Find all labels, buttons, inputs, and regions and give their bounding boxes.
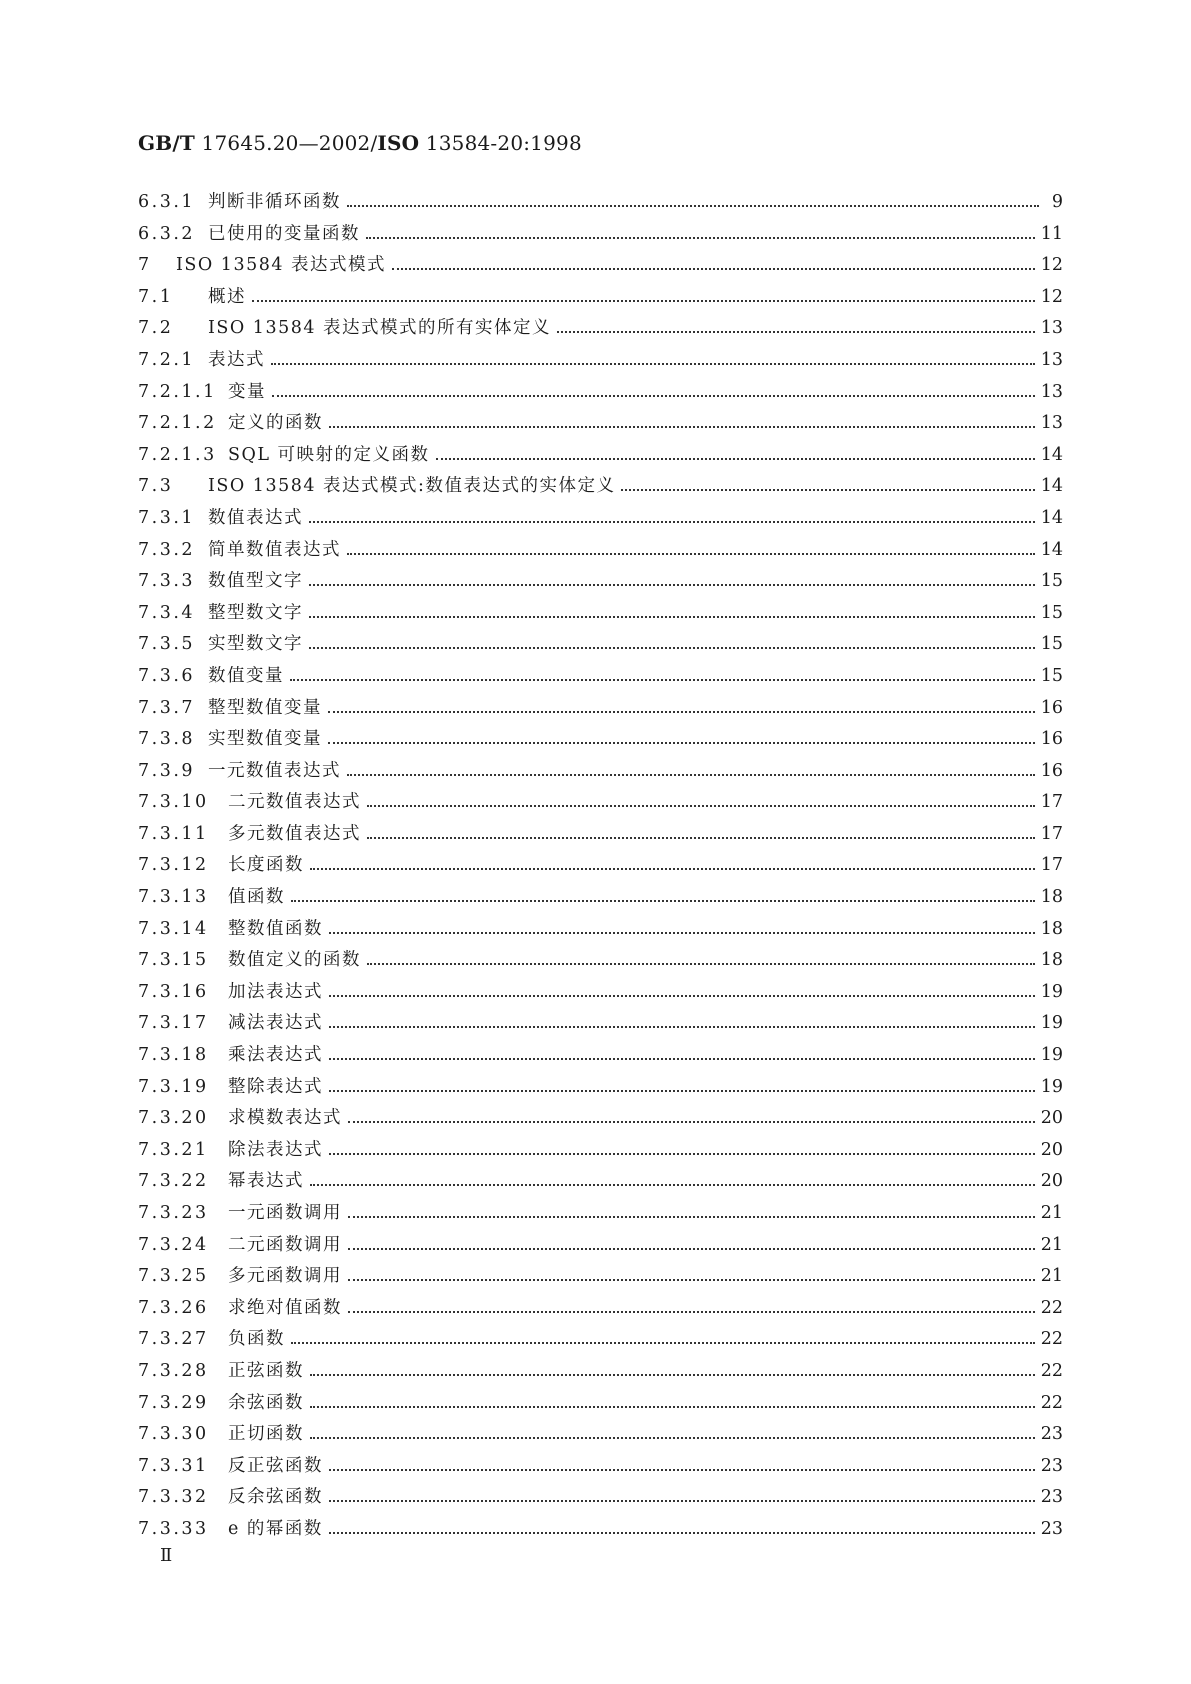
toc-entry-number: 6.3.2 (138, 223, 196, 244)
toc-entry-page: 23 (1040, 1455, 1063, 1476)
toc-entry-page: 16 (1040, 697, 1063, 718)
dot-leader (291, 900, 1035, 902)
dot-leader (329, 1058, 1035, 1060)
dot-leader (252, 300, 1035, 302)
dot-leader (309, 616, 1035, 618)
toc-entry[interactable] (138, 1388, 1063, 1420)
dot-leader (310, 1406, 1035, 1408)
toc-entry-page: 23 (1040, 1487, 1063, 1508)
toc-entry-title: ISO 13584 表达式模式 (176, 255, 387, 276)
dot-leader (329, 1500, 1035, 1502)
dot-leader (310, 1184, 1035, 1186)
toc-entry-title: 整型数文字 (208, 602, 303, 623)
toc-entry[interactable] (138, 1451, 1063, 1483)
toc-entry-page: 18 (1040, 950, 1063, 971)
toc-entry[interactable] (138, 440, 1063, 472)
toc-entry-number: 7.3.30 (138, 1424, 209, 1445)
toc-entry-page: 19 (1040, 981, 1063, 1002)
toc-entry-title: 加法表达式 (228, 981, 323, 1002)
toc-entry-number: 7.3.11 (138, 823, 209, 844)
toc-entry-page: 14 (1040, 476, 1063, 497)
toc-entry-title: 表达式 (208, 349, 265, 370)
toc-entry[interactable] (138, 787, 1063, 819)
toc-entry-title: 数值型文字 (208, 571, 303, 592)
dot-leader (329, 1090, 1035, 1092)
toc-entry[interactable] (138, 1040, 1063, 1072)
dot-leader (291, 1342, 1035, 1344)
toc-entry[interactable] (138, 629, 1063, 661)
dot-leader (347, 774, 1035, 776)
toc-entry-title: 一元函数调用 (228, 1203, 342, 1223)
toc-entry-title: 一元数值表达式 (208, 760, 341, 781)
toc-entry-title: SQL 可映射的定义函数 (228, 444, 430, 465)
toc-entry[interactable] (138, 1008, 1063, 1040)
toc-entry[interactable] (138, 535, 1063, 567)
toc-entry-page: 22 (1040, 1360, 1063, 1381)
toc-entry[interactable] (138, 313, 1063, 345)
page-marker: Ⅱ (160, 1545, 173, 1566)
toc-entry-number: 7.1 (138, 286, 174, 307)
toc-entry-number: 7.3.32 (138, 1487, 209, 1508)
toc-entry[interactable] (138, 819, 1063, 851)
toc-entry-number: 7.3.21 (138, 1139, 209, 1160)
toc-entry-page: 14 (1040, 539, 1063, 560)
toc-entry-page: 17 (1040, 792, 1063, 813)
toc-entry[interactable] (138, 1135, 1063, 1167)
toc-entry[interactable] (138, 882, 1063, 914)
toc-entry-title: 实型数值变量 (208, 729, 322, 750)
toc-entry-title: 求绝对值函数 (228, 1297, 342, 1318)
toc-entry-number: 7.3.1 (138, 507, 196, 528)
toc-entry-page: 23 (1040, 1518, 1063, 1539)
toc-entry-title: ISO 13584 表达式模式的所有实体定义 (208, 318, 552, 339)
toc-entry-title: 多元数值表达式 (228, 823, 361, 844)
dot-leader (367, 805, 1035, 807)
toc-entry-number: 7.3.5 (138, 634, 196, 655)
toc-entry-number: 7.3.6 (138, 665, 196, 686)
toc-entry-number: 6.3.1 (138, 192, 196, 212)
dot-leader (621, 489, 1034, 491)
toc-entry-number: 7.3.27 (138, 1329, 209, 1350)
iso-prefix: ISO (377, 131, 420, 155)
toc-entry-number: 7.3.7 (138, 697, 196, 718)
toc-entry-number: 7.3.9 (138, 760, 196, 781)
toc-entry-page: 15 (1040, 602, 1063, 623)
toc-entry-number: 7.3.24 (138, 1234, 209, 1255)
toc-entry[interactable] (138, 661, 1063, 693)
document-header (138, 131, 582, 155)
dot-leader (348, 1121, 1035, 1123)
toc-entry[interactable] (138, 408, 1063, 440)
toc-entry-page: 13 (1040, 381, 1063, 402)
toc-entry[interactable] (138, 914, 1063, 946)
dot-leader (290, 679, 1035, 681)
toc-entry-page: 22 (1040, 1297, 1063, 1318)
toc-entry[interactable] (138, 345, 1063, 377)
toc-entry-title: 数值变量 (208, 665, 284, 686)
toc-entry-page: 15 (1040, 571, 1063, 592)
toc-entry[interactable] (138, 219, 1063, 251)
toc-entry[interactable] (138, 250, 1063, 282)
toc-entry-page: 21 (1040, 1203, 1063, 1223)
dot-leader (329, 1153, 1035, 1155)
toc-entry[interactable] (138, 1230, 1063, 1262)
toc-entry-number: 7.3.33 (138, 1518, 209, 1539)
toc-entry[interactable] (138, 693, 1063, 725)
toc-entry[interactable] (138, 471, 1063, 503)
toc-entry[interactable] (138, 1482, 1063, 1514)
toc-entry-page: 12 (1040, 255, 1063, 276)
toc-entry-title: 变量 (228, 381, 266, 402)
toc-entry-page: 14 (1040, 507, 1063, 528)
toc-entry-title: 正切函数 (228, 1424, 304, 1445)
toc-entry[interactable] (138, 1261, 1063, 1293)
toc-entry-title: 已使用的变量函数 (208, 223, 360, 244)
dot-leader (348, 1279, 1035, 1281)
toc-entry-number: 7.3.12 (138, 855, 209, 876)
toc-entry-page: 11 (1040, 223, 1063, 244)
standard-number: 17645.20—2002/ (194, 131, 378, 155)
toc-entry-page: 9 (1051, 192, 1063, 212)
toc-entry[interactable] (138, 1166, 1063, 1198)
dot-leader (329, 1026, 1035, 1028)
toc-entry-title: 判断非循环函数 (208, 192, 341, 212)
toc-entry-number: 7.3.15 (138, 950, 209, 971)
toc-entry[interactable] (138, 945, 1063, 977)
toc-entry-title: 反余弦函数 (228, 1487, 323, 1508)
toc-entry-page: 22 (1040, 1329, 1063, 1350)
dot-leader (329, 1532, 1035, 1534)
toc-entry-number: 7.3.8 (138, 729, 196, 750)
toc-entry-number: 7.2.1.1 (138, 381, 217, 402)
dot-leader (328, 742, 1035, 744)
toc-entry-page: 20 (1040, 1139, 1063, 1160)
dot-leader (309, 647, 1035, 649)
toc-entry[interactable] (138, 503, 1063, 535)
dot-leader (436, 458, 1035, 460)
toc-entry-number: 7.2 (138, 318, 174, 339)
toc-entry-title: 乘法表达式 (228, 1045, 323, 1066)
dot-leader (271, 363, 1035, 365)
toc-entry-page: 19 (1040, 1076, 1063, 1097)
toc-entry[interactable] (138, 1419, 1063, 1451)
toc-entry-page: 16 (1040, 760, 1063, 781)
toc-entry-page: 20 (1040, 1108, 1063, 1129)
toc-entry-title: 除法表达式 (228, 1139, 323, 1160)
toc-entry-number: 7.2.1.2 (138, 413, 217, 434)
toc-entry-number: 7.3.22 (138, 1171, 209, 1192)
toc-entry-page: 17 (1040, 823, 1063, 844)
toc-entry-title: 整除表达式 (228, 1076, 323, 1097)
toc-entry-page: 14 (1040, 444, 1063, 465)
toc-entry-page: 18 (1040, 887, 1063, 908)
toc-entry-number: 7.3.31 (138, 1455, 209, 1476)
toc-entry-number: 7.3.28 (138, 1360, 209, 1381)
dot-leader (348, 1311, 1035, 1313)
toc-entry-number: 7.3.18 (138, 1045, 209, 1066)
toc-entry[interactable] (138, 1514, 1063, 1546)
toc-entry-number: 7.3.23 (138, 1203, 209, 1223)
dot-leader (310, 868, 1035, 870)
toc-entry-page: 20 (1040, 1171, 1063, 1192)
toc-entry-title: 负函数 (228, 1329, 285, 1350)
toc-entry-number: 7.3.2 (138, 539, 196, 560)
toc-entry-number: 7.3.17 (138, 1013, 209, 1034)
toc-entry-page: 13 (1040, 318, 1063, 339)
toc-entry-number: 7.3.29 (138, 1392, 209, 1413)
dot-leader (348, 1248, 1035, 1250)
toc-entry-title: e 的幂函数 (228, 1518, 323, 1539)
toc-entry-number: 7.3.19 (138, 1076, 209, 1097)
toc-entry-page: 18 (1040, 918, 1063, 939)
toc-entry[interactable] (138, 1356, 1063, 1388)
toc-entry-number: 7.3.16 (138, 981, 209, 1002)
toc-entry-page: 21 (1040, 1266, 1063, 1287)
toc-entry-number: 7.3.10 (138, 792, 209, 813)
dot-leader (329, 932, 1035, 934)
toc-entry-page: 22 (1040, 1392, 1063, 1413)
iso-number: 13584-20:1998 (419, 131, 582, 155)
toc-entry[interactable] (138, 1103, 1063, 1135)
toc-entry[interactable] (138, 566, 1063, 598)
toc-entry-title: 减法表达式 (228, 1013, 323, 1034)
toc-entry[interactable] (138, 1072, 1063, 1104)
dot-leader (557, 331, 1035, 333)
toc-entry-title: 二元数值表达式 (228, 792, 361, 813)
toc-entry-title: ISO 13584 表达式模式:数值表达式的实体定义 (208, 476, 616, 497)
dot-leader (328, 711, 1035, 713)
dot-leader (272, 395, 1035, 397)
toc-entry-title: 定义的函数 (228, 413, 323, 434)
toc-entry-number: 7.3.26 (138, 1297, 209, 1318)
toc-entry-page: 19 (1040, 1045, 1063, 1066)
toc-entry-title: 余弦函数 (228, 1392, 304, 1413)
toc-entry-title: 整数值函数 (228, 918, 323, 939)
toc-entry-page: 12 (1040, 286, 1063, 307)
toc-entry[interactable] (138, 598, 1063, 630)
dot-leader (366, 237, 1035, 239)
toc-entry-title: 反正弦函数 (228, 1455, 323, 1476)
toc-entry[interactable] (138, 282, 1063, 314)
dot-leader (367, 963, 1035, 965)
toc-entry-title: 二元函数调用 (228, 1234, 342, 1255)
toc-entry-number: 7.2.1 (138, 349, 196, 370)
toc-entry[interactable] (138, 1324, 1063, 1356)
toc-entry-number: 7.2.1.3 (138, 444, 217, 465)
toc-entry-title: 长度函数 (228, 855, 304, 876)
standard-prefix: GB/T (138, 131, 195, 155)
toc-entry-title: 简单数值表达式 (208, 539, 341, 560)
toc-entry-page: 13 (1040, 413, 1063, 434)
toc-entry[interactable] (138, 1198, 1063, 1230)
toc-entry-title: 值函数 (228, 887, 285, 908)
toc-entry-number: 7.3.4 (138, 602, 196, 623)
toc-entry-page: 15 (1040, 665, 1063, 686)
toc-entry[interactable] (138, 977, 1063, 1009)
toc-entry-number: 7.3.3 (138, 571, 196, 592)
dot-leader (348, 1216, 1035, 1218)
toc-entry-number: 7.3.20 (138, 1108, 209, 1129)
toc-entry[interactable] (138, 1293, 1063, 1325)
toc-entry-page: 19 (1040, 1013, 1063, 1034)
dot-leader (347, 205, 1039, 207)
toc-entry[interactable] (138, 724, 1063, 756)
toc-entry-number: 7 (138, 255, 152, 276)
dot-leader (310, 1437, 1035, 1439)
dot-leader (392, 268, 1035, 270)
dot-leader (309, 584, 1035, 586)
toc-entry[interactable] (138, 187, 1063, 219)
toc-entry-title: 数值表达式 (208, 507, 303, 528)
toc-entry[interactable] (138, 756, 1063, 788)
toc-entry-title: 正弦函数 (228, 1360, 304, 1381)
dot-leader (309, 521, 1035, 523)
dot-leader (367, 837, 1035, 839)
toc-entry-title: 实型数文字 (208, 634, 303, 655)
dot-leader (329, 426, 1035, 428)
table-of-contents (138, 187, 1063, 1546)
toc-entry-title: 多元函数调用 (228, 1266, 342, 1287)
dot-leader (347, 553, 1035, 555)
dot-leader (329, 1469, 1035, 1471)
toc-entry-page: 15 (1040, 634, 1063, 655)
toc-entry-page: 16 (1040, 729, 1063, 750)
toc-entry-page: 13 (1040, 349, 1063, 370)
toc-entry-number: 7.3.13 (138, 887, 209, 908)
toc-entry-page: 17 (1040, 855, 1063, 876)
dot-leader (310, 1374, 1035, 1376)
toc-entry-number: 7.3 (138, 476, 174, 497)
dot-leader (329, 995, 1035, 997)
toc-entry-title: 求模数表达式 (228, 1108, 342, 1129)
toc-entry-title: 幂表达式 (228, 1171, 304, 1192)
toc-entry[interactable] (138, 377, 1063, 409)
toc-entry-title: 数值定义的函数 (228, 950, 361, 971)
toc-entry-title: 概述 (208, 286, 246, 307)
toc-entry-page: 21 (1040, 1234, 1063, 1255)
toc-entry-number: 7.3.14 (138, 918, 209, 939)
toc-entry-number: 7.3.25 (138, 1266, 209, 1287)
toc-entry-title: 整型数值变量 (208, 697, 322, 718)
toc-entry-page: 23 (1040, 1424, 1063, 1445)
toc-entry[interactable] (138, 850, 1063, 882)
